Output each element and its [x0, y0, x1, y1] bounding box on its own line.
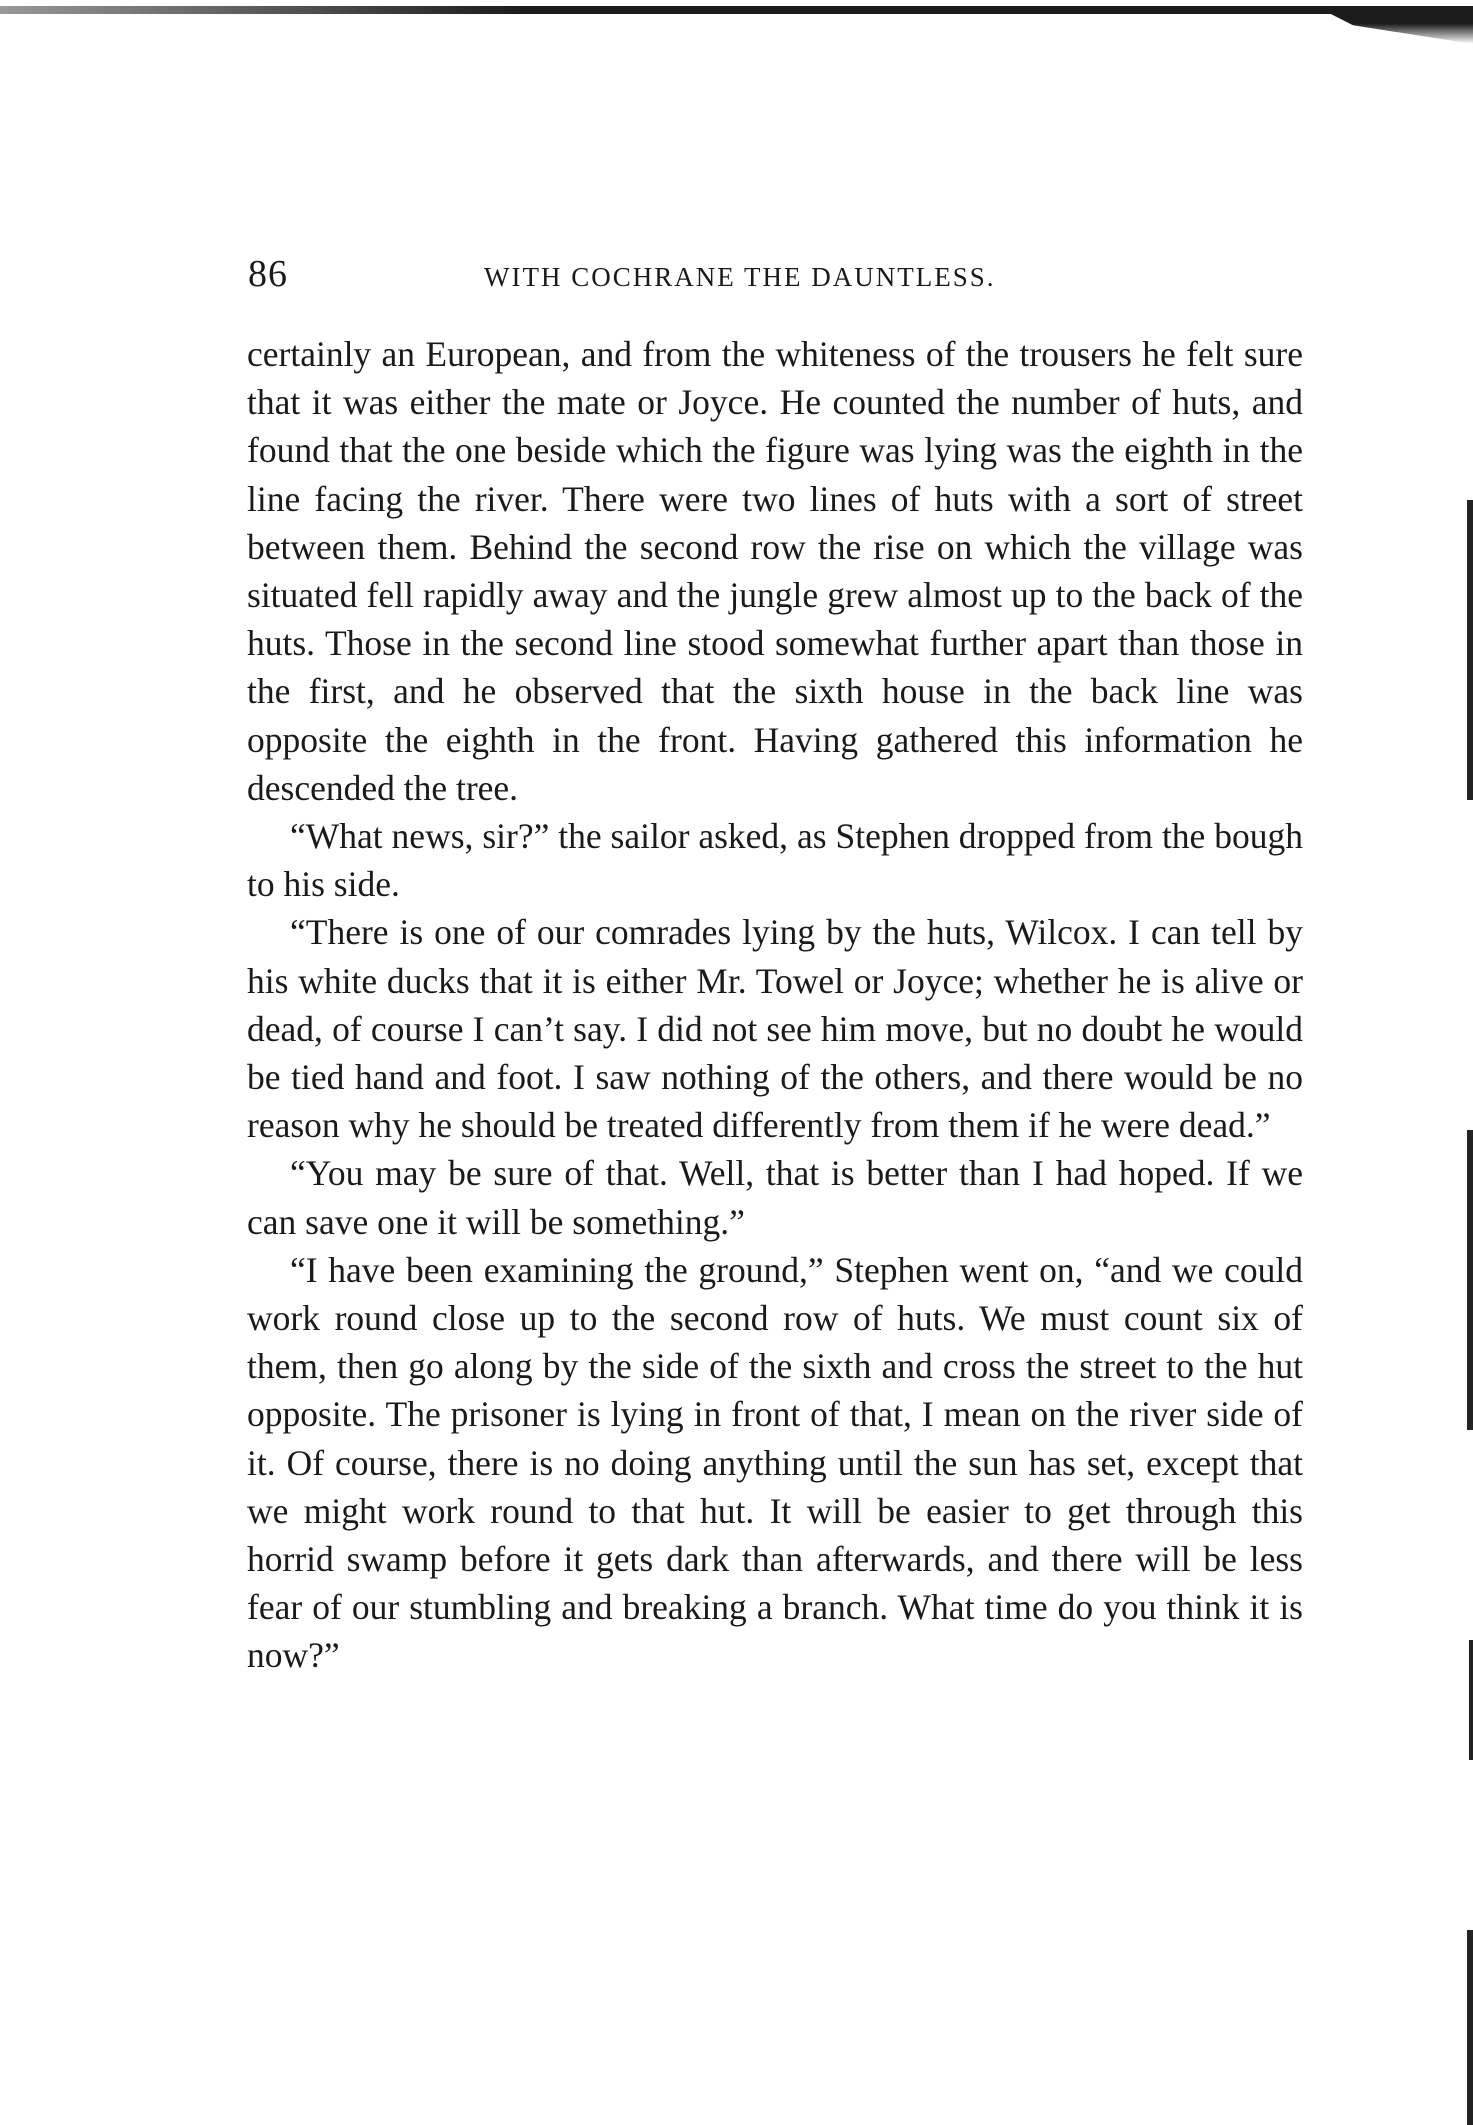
paragraph: certainly an European, and from the whiteness of the trousers he felt sure that it was either the mate or Joyce. He counted the number of huts, and found that the one beside which the figure was lying was the eighth in the line facing the river. There were two lines of huts with a sort of street between them. Behind the second row the rise on which the village was situated fell rapidly away and the jungle grew almost up to the back of the huts. Those in the second line stood somewhat further apart than those in the first, and he observed that the sixth house in the back line was opposite the eighth in the front. Having gathered this information he descended the tree.	[247, 334, 1303, 808]
paragraph: “I have been examining the ground,” Stephen went on, “and we could work round close up to the second row of huts. We must count six of them, then go along by the side of the sixth and cross the street to the hut opposite. The prisoner is lying in front of that, I mean on the river side of it. Of course, there is no doing anything until the sun has set, except that we might work round to that hut. It will be easier to get through this horrid swamp before it gets dark than afterwards, and there will be less fear of our stumbling and breaking a branch. What time do you think it is now?”	[247, 1249, 1303, 1676]
running-head: WITH COCHRANE THE DAUNTLESS.	[484, 262, 996, 292]
page-header	[248, 252, 1303, 296]
paragraph: “What news, sir?” the sailor asked, as Stephen dropped from the bough to his side.	[247, 816, 1303, 905]
paragraph: “There is one of our comrades lying by the huts, Wilcox. I can tell by his white ducks that it is either Mr. Towel or Joyce; whether he is alive or dead, of course I can’t say. I did not see him move, but no doubt he would be tied hand and foot. I saw nothing of the others, and there would be no reason why he should be treated differently from them if he were dead.”	[247, 912, 1303, 1146]
paragraph: “You may be sure of that. Well, that is better than I had hoped. If we can save one it will be something.”	[247, 1153, 1303, 1242]
page-number: 86	[248, 253, 288, 295]
page-edge-mark	[1469, 1640, 1473, 1760]
body-text	[247, 330, 1303, 1680]
page-edge-mark	[1467, 1130, 1473, 1430]
page-edge-mark	[1467, 500, 1473, 800]
page-edge-mark	[1467, 1930, 1473, 2125]
page-corner-shadow	[1323, 10, 1473, 44]
top-border-fade	[0, 4, 520, 20]
